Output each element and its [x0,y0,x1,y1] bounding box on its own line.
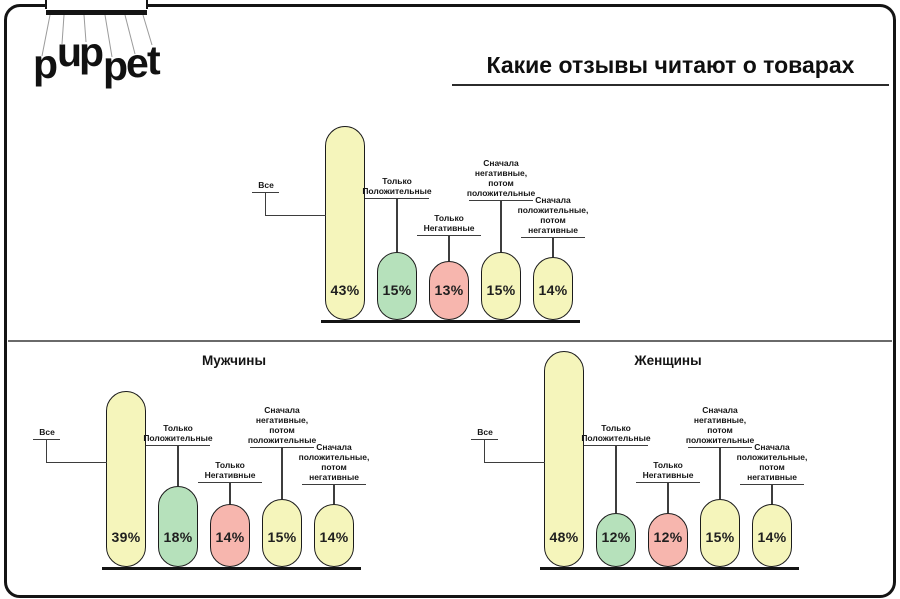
bar-value: 14% [538,282,568,298]
category-label-line: Положительные [362,186,432,196]
puppet-logo [25,15,175,95]
category-connector [46,440,48,463]
category-label-line: потом [488,178,514,188]
page-title: Какие отзывы читают о товарах [486,52,855,78]
category-label [239,180,293,190]
bar [700,499,740,567]
category-connector [552,238,554,257]
bar-value: 39% [111,529,141,545]
bar [262,499,302,567]
notch [47,0,146,9]
category-label [455,158,547,198]
category-label-line: негативные, [474,168,528,178]
category-label-line: Все [477,427,493,437]
category-label-line: Только [382,176,412,186]
notch-right-edge [146,0,148,9]
section-divider [8,340,892,342]
bar [596,513,636,567]
bar-value: 13% [434,282,464,298]
category-label-line: положительные, [517,205,589,215]
bar-value: 14% [319,529,349,545]
category-label-line: негативные, [693,415,747,425]
category-label [288,442,380,482]
category-label-line: Все [258,180,274,190]
category-connector [771,485,773,504]
category-label-line: Только [601,423,631,433]
bar [325,126,365,320]
bar-value: 15% [382,282,412,298]
category-connector [448,236,450,261]
category-label-line: Сначала [702,405,738,415]
category-label-line: положительные, [298,452,370,462]
category-label-line: потом [759,462,785,472]
bar-value: 15% [267,529,297,545]
bar [158,486,198,567]
category-connector [667,483,669,513]
category-label [20,427,74,437]
bar-value: 14% [215,529,245,545]
logo-letter: p [103,43,129,89]
logo-letter: e [126,40,149,86]
category-label-line: положительные, [736,452,808,462]
category-label-line: Сначала [316,442,352,452]
bar-value: 48% [549,529,579,545]
bar [106,391,146,567]
title-underline [452,84,889,86]
category-connector [615,446,617,513]
category-label-line: Только [215,460,245,470]
category-label-line: Только [653,460,683,470]
bar-value: 18% [163,529,193,545]
category-label-line: Только [163,423,193,433]
category-label-line: положительные [685,435,755,445]
category-connector [46,462,107,464]
bar [377,252,417,320]
logo-letter: u [57,29,83,75]
category-label [351,176,443,196]
category-label-line: Сначала [535,195,571,205]
category-connector [177,446,179,486]
bar [429,261,469,320]
category-label-line: негативные [309,472,359,482]
category-label-line: положительные [247,435,317,445]
category-connector [719,448,721,499]
bar-value: 43% [330,282,360,298]
category-label-line: Положительные [143,433,213,443]
category-label-line: Сначала [754,442,790,452]
category-label-line: Негативные [423,223,475,233]
category-label [236,405,328,445]
category-label-line: положительные [466,188,536,198]
category-label-line: Все [39,427,55,437]
category-label-line: потом [540,215,566,225]
category-connector [229,483,231,504]
category-label-line: Негативные [204,470,256,480]
bar [648,513,688,567]
chart-baseline [321,320,580,323]
category-label-line: Сначала [483,158,519,168]
category-label [184,460,276,480]
chart-title: Женщины [634,353,702,368]
category-connector [265,215,326,217]
logo-letter: p [33,41,59,87]
chart-title: Мужчины [202,353,266,368]
category-connector [281,448,283,499]
category-label [674,405,766,445]
bar-value: 15% [705,529,735,545]
chart-baseline [102,567,361,570]
category-label-line: Сначала [264,405,300,415]
category-connector [333,485,335,504]
category-label [132,423,224,443]
bar-value: 12% [653,529,683,545]
bar [752,504,792,567]
category-connector [265,193,267,216]
category-label-line: потом [321,462,347,472]
category-label-line: потом [707,425,733,435]
bar-value: 12% [601,529,631,545]
category-label [507,195,599,235]
category-label-line: Положительные [581,433,651,443]
logo-letter: t [147,37,161,83]
category-label-line: Негативные [642,470,694,480]
category-connector [484,462,545,464]
bar [314,504,354,567]
category-label-line: Только [434,213,464,223]
category-label [622,460,714,480]
notch-left-edge [45,0,47,9]
category-label [570,423,662,443]
logo-letter: p [79,29,105,75]
chart-baseline [540,567,799,570]
category-label [403,213,495,233]
category-label-line: потом [269,425,295,435]
category-connector [484,440,486,463]
bar [481,252,521,320]
bar [544,351,584,567]
bar-value: 14% [757,529,787,545]
category-connector [396,199,398,252]
category-label [726,442,818,482]
bar [210,504,250,567]
bar [533,257,573,320]
bar-value: 15% [486,282,516,298]
category-connector [500,201,502,252]
category-label [458,427,512,437]
category-label-line: негативные [528,225,578,235]
category-label-line: негативные, [255,415,309,425]
category-label-line: негативные [747,472,797,482]
